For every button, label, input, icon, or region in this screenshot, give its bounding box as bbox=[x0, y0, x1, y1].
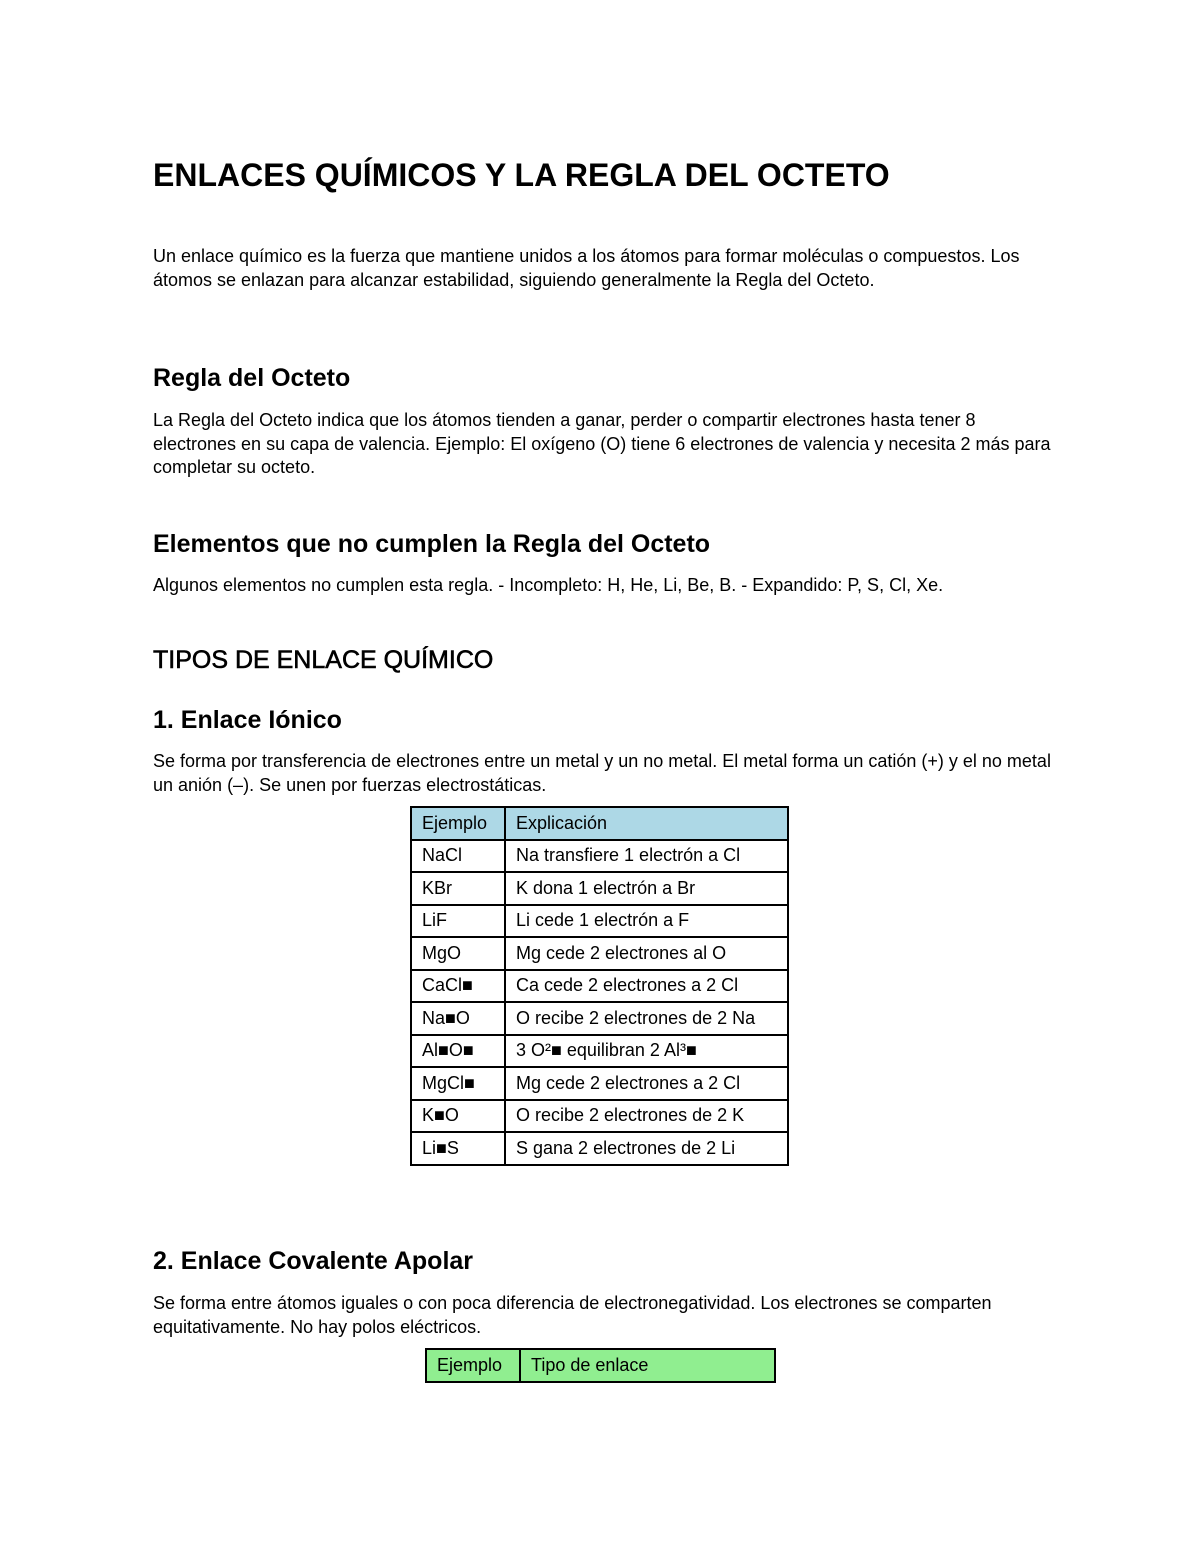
table-row bbox=[411, 840, 788, 873]
table-cell: Mg cede 2 electrones a 2 Cl bbox=[505, 1067, 788, 1100]
intro-paragraph: Un enlace químico es la fuerza que mantiene unidos a los átomos para formar moléculas o compuestos. Los átomos se enlazan para alcanzar estabilidad, siguiendo generalmente la Regla del Octeto. bbox=[153, 246, 1020, 290]
table-cell: S gana 2 electrones de 2 Li bbox=[505, 1132, 788, 1165]
table-cell: MgCl■ bbox=[411, 1067, 505, 1100]
ionic-examples-table bbox=[410, 806, 789, 1166]
ionic-heading: 1. Enlace Iónico bbox=[153, 706, 342, 734]
table-cell: Li cede 1 electrón a F bbox=[505, 905, 788, 938]
table-cell: Ca cede 2 electrones a 2 Cl bbox=[505, 970, 788, 1003]
table-cell: NaCl bbox=[411, 840, 505, 873]
table-cell: MgO bbox=[411, 937, 505, 970]
table-header-row bbox=[426, 1349, 775, 1382]
ionic-paragraph: Se forma por transferencia de electrones entre un metal y un no metal. El metal forma un catión (+) y el no metal un anión (–). Se unen por fuerzas electrostáticas. bbox=[153, 751, 1051, 795]
table-cell: K dona 1 electrón a Br bbox=[505, 872, 788, 905]
table-row bbox=[411, 872, 788, 905]
exceptions-paragraph: Algunos elementos no cumplen esta regla. - Incompleto: H, He, Li, Be, B. - Expandido: P, S, Cl, Xe. bbox=[153, 575, 944, 595]
table-cell: 3 O²■ equilibran 2 Al³■ bbox=[505, 1035, 788, 1068]
table-row bbox=[411, 1035, 788, 1068]
table-header-cell: Explicación bbox=[505, 807, 788, 840]
table-header-row bbox=[411, 807, 788, 840]
table-header-cell: Tipo de enlace bbox=[520, 1349, 775, 1382]
table-cell: CaCl■ bbox=[411, 970, 505, 1003]
table-row bbox=[411, 1132, 788, 1165]
octet-paragraph: La Regla del Octeto indica que los átomos tienden a ganar, perder o compartir electrones hasta tener 8 electrones en su capa de valencia. Ejemplo: El oxígeno (O) tiene 6 electrones de valencia y necesita 2 más para completar su octeto. bbox=[153, 410, 1051, 477]
table-cell: Na transfiere 1 electrón a Cl bbox=[505, 840, 788, 873]
table-cell: Al■O■ bbox=[411, 1035, 505, 1068]
table-cell: LiF bbox=[411, 905, 505, 938]
table-cell: KBr bbox=[411, 872, 505, 905]
exceptions-heading: Elementos que no cumplen la Regla del Octeto bbox=[153, 530, 711, 558]
bond-types-heading: TIPOS DE ENLACE QUÍMICO bbox=[153, 646, 494, 674]
table-row bbox=[411, 905, 788, 938]
table-cell: O recibe 2 electrones de 2 K bbox=[505, 1100, 788, 1133]
covalent-examples-table bbox=[425, 1348, 776, 1383]
table-header-cell: Ejemplo bbox=[426, 1349, 520, 1382]
table-row bbox=[411, 1002, 788, 1035]
table-row bbox=[411, 1067, 788, 1100]
table-cell: K■O bbox=[411, 1100, 505, 1133]
table-header-cell: Ejemplo bbox=[411, 807, 505, 840]
table-cell: Na■O bbox=[411, 1002, 505, 1035]
table-row bbox=[411, 1100, 788, 1133]
table-cell: Mg cede 2 electrones al O bbox=[505, 937, 788, 970]
page-title: ENLACES QUÍMICOS Y LA REGLA DEL OCTETO bbox=[153, 157, 890, 193]
table-row bbox=[411, 937, 788, 970]
covalent-paragraph: Se forma entre átomos iguales o con poca diferencia de electronegatividad. Los electrones se comparten equitativamente. No hay polos eléctricos. bbox=[153, 1293, 992, 1337]
table-cell: O recibe 2 electrones de 2 Na bbox=[505, 1002, 788, 1035]
covalent-heading: 2. Enlace Covalente Apolar bbox=[153, 1247, 474, 1275]
table-row bbox=[411, 970, 788, 1003]
octet-heading: Regla del Octeto bbox=[153, 364, 351, 392]
table-cell: Li■S bbox=[411, 1132, 505, 1165]
